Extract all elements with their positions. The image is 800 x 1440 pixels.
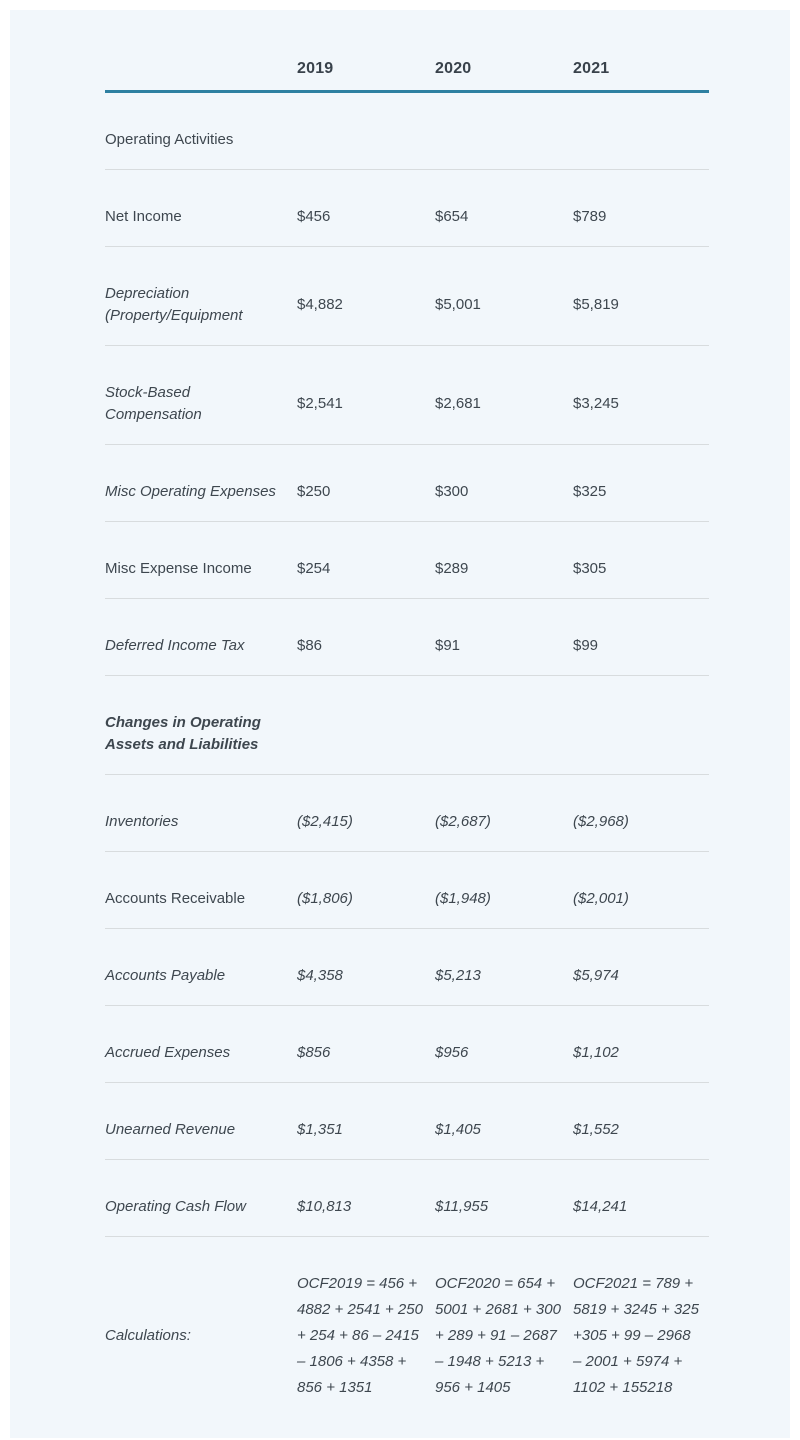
row-value-2021: $99 [573,637,599,654]
row-label: Operating Cash Flow [105,1198,246,1215]
row-label: Misc Expense Income [105,560,252,577]
row-value-2020: $654 [435,208,469,225]
row-label: Depreciation (Property/Equipment [105,285,243,324]
row-value-2019: $254 [297,560,331,577]
row-value-2021: $5,819 [573,296,619,313]
table-row-misc-expense-income [105,522,709,599]
row-value-2019: $2,541 [297,395,343,412]
row-label: Calculations: [105,1327,191,1344]
row-label: Deferred Income Tax [105,637,245,654]
header-cell-year-2020: 2020 [435,60,472,77]
table-row-inventories [105,775,709,852]
row-value-2019: $1,351 [297,1121,343,1138]
table-row-accrued-expenses [105,1006,709,1083]
table-row-depreciation-property-equipment [105,247,709,346]
row-value-2020: $300 [435,483,469,500]
table-row-deferred-income-tax [105,599,709,676]
row-label: Net Income [105,208,182,225]
row-value-2020: $5,213 [435,967,481,984]
row-value-2020: ($2,687) [435,813,491,830]
row-label: Changes in Operating Assets and Liabilities [105,714,261,753]
row-value-2019: ($2,415) [297,813,353,830]
row-label: Inventories [105,813,179,830]
table-row-net-income [105,170,709,247]
header-cell-year-2021: 2021 [573,60,610,77]
row-value-2019: $86 [297,637,323,654]
row-value-2019: ($1,806) [297,890,353,907]
row-value-2021: ($2,001) [573,890,629,907]
row-value-2020: $91 [435,637,461,654]
table-header-row [105,60,709,93]
row-value-2021: $305 [573,560,607,577]
row-value-2020: $2,681 [435,395,481,412]
table-row-calculations [105,1237,709,1415]
header-cell-year-2019: 2019 [297,60,334,77]
row-value-2020: $1,405 [435,1121,481,1138]
table-row-misc-operating-expenses [105,445,709,522]
row-value-2019: $250 [297,483,331,500]
table-row-accounts-receivable [105,852,709,929]
row-label: Misc Operating Expenses [105,483,276,500]
row-value-2019: $4,882 [297,296,343,313]
row-label: Accounts Receivable [105,890,246,907]
row-value-2021: OCF2021 = 789 + 5819 + 3245 + 325 +305 + 99 – 2968 – 2001 + 5974 + 1102 + 155218 [573,1275,699,1396]
row-value-2020: $5,001 [435,296,481,313]
row-label: Unearned Revenue [105,1121,236,1138]
row-value-2019: $456 [297,208,331,225]
row-value-2020: $289 [435,560,469,577]
row-label: Stock-Based Compensation [105,384,202,423]
row-value-2019: $4,358 [297,967,343,984]
table-row-stock-based-compensation [105,346,709,445]
table-row-changes-in-operating-assets-and-liabilities [105,676,709,775]
table-row-operating-cash-flow [105,1160,709,1237]
row-value-2021: $3,245 [573,395,619,412]
row-value-2021: $1,102 [573,1044,619,1061]
table-row-accounts-payable [105,929,709,1006]
row-value-2021: $789 [573,208,607,225]
row-value-2019: OCF2019 = 456 + 4882 + 2541 + 250 + 254 + 86 – 2415 – 1806 + 4358 + 856 + 1351 [297,1275,423,1396]
row-value-2021: $325 [573,483,607,500]
row-value-2019: $10,813 [297,1198,352,1215]
row-label: Accrued Expenses [105,1044,231,1061]
row-value-2021: $14,241 [573,1198,628,1215]
row-value-2021: ($2,968) [573,813,629,830]
row-value-2020: OCF2020 = 654 + 5001 + 2681 + 300 + 289 + 91 – 2687 – 1948 + 5213 + 956 + 1405 [435,1275,561,1396]
cash-flow-table [105,10,709,1415]
content-panel [10,10,790,1438]
row-value-2021: $1,552 [573,1121,619,1138]
row-value-2020: ($1,948) [435,890,491,907]
table-body [105,93,709,1415]
table-row-unearned-revenue [105,1083,709,1160]
row-label: Accounts Payable [105,967,226,984]
row-value-2020: $956 [435,1044,469,1061]
table-row-operating-activities [105,93,709,170]
row-label: Operating Activities [105,131,234,148]
row-value-2019: $856 [297,1044,331,1061]
row-value-2021: $5,974 [573,967,619,984]
row-value-2020: $11,955 [435,1198,489,1215]
